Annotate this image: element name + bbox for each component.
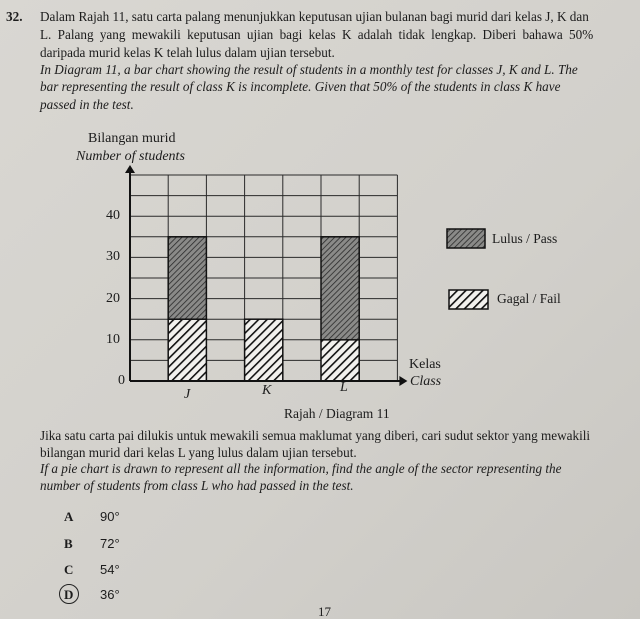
option-value: 54° (100, 562, 120, 577)
y-tick-label: 10 (106, 331, 120, 347)
question-number: 32. (6, 9, 23, 24)
question-malay-line: daripada murid kelas K telah lulus dalam ujian tersebut. (40, 45, 335, 60)
bar-K-fail (245, 319, 283, 381)
prompt-english-line: number of students from class L who had passed in the test. (40, 478, 354, 493)
page-number: 17 (318, 604, 331, 619)
option-letter: D (64, 587, 74, 602)
legend-pass-label: Lulus / Pass (492, 231, 558, 246)
y-tick-label: 0 (118, 373, 125, 388)
bar-J-pass (168, 237, 206, 319)
bar-L-pass (321, 237, 359, 340)
question-english-line: bar representing the result of class K is incomplete. Given that 50% of the students in class K have (40, 79, 561, 94)
legend-swatch-fail (449, 290, 488, 309)
chart-caption: Rajah / Diagram 11 (284, 406, 390, 421)
y-axis-label: Bilangan murid (88, 131, 176, 146)
y-axis-label-en: Number of students (76, 149, 185, 164)
prompt-malay-line: Jika satu carta pai dilukis untuk mewakili semua maklumat yang diberi, cari sudut sektor yang mewakili (40, 428, 591, 443)
x-axis-label-en: Class (410, 374, 442, 389)
question-malay-line: Dalam Rajah 11, satu carta palang menunjukkan keputusan ujian bulanan bagi murid dari kelas J, K dan (40, 9, 589, 24)
bar-L-fail (321, 340, 359, 381)
legend-swatch-pass (447, 229, 485, 248)
y-axis-arrow-icon (125, 165, 135, 173)
prompt-malay-line: bilangan murid dari kelas L yang lulus dalam ujian tersebut. (40, 445, 357, 460)
question-malay-line: L. Palang yang mewakili keputusan ujian bagi kelas K adalah tidak lengkap. Diberi bahawa 50% (40, 27, 594, 42)
option-value: 72° (100, 536, 120, 551)
option-letter: C (64, 562, 74, 577)
option-value: 36° (100, 587, 120, 602)
x-axis-arrow-icon (399, 376, 407, 386)
x-tick-label: L (340, 380, 348, 395)
x-tick-label: K (262, 383, 272, 398)
prompt-english-line: If a pie chart is drawn to represent all the information, find the angle of the sector representing the (40, 461, 562, 476)
option-value: 90° (100, 509, 120, 524)
question-english-line: In Diagram 11, a bar chart showing the result of students in a monthly test for classes J, K and L. The (40, 62, 578, 77)
legend-fail-label: Gagal / Fail (497, 291, 561, 306)
x-axis-label: Kelas (409, 357, 441, 372)
x-tick-label: J (184, 387, 191, 402)
y-tick-label: 20 (106, 290, 120, 306)
option-letter: B (64, 536, 73, 551)
y-tick-label: 30 (106, 249, 120, 265)
question-english-line: passed in the test. (40, 97, 134, 112)
bar-J-fail (168, 319, 206, 381)
y-tick-label: 40 (106, 208, 120, 224)
option-letter: A (64, 509, 74, 524)
